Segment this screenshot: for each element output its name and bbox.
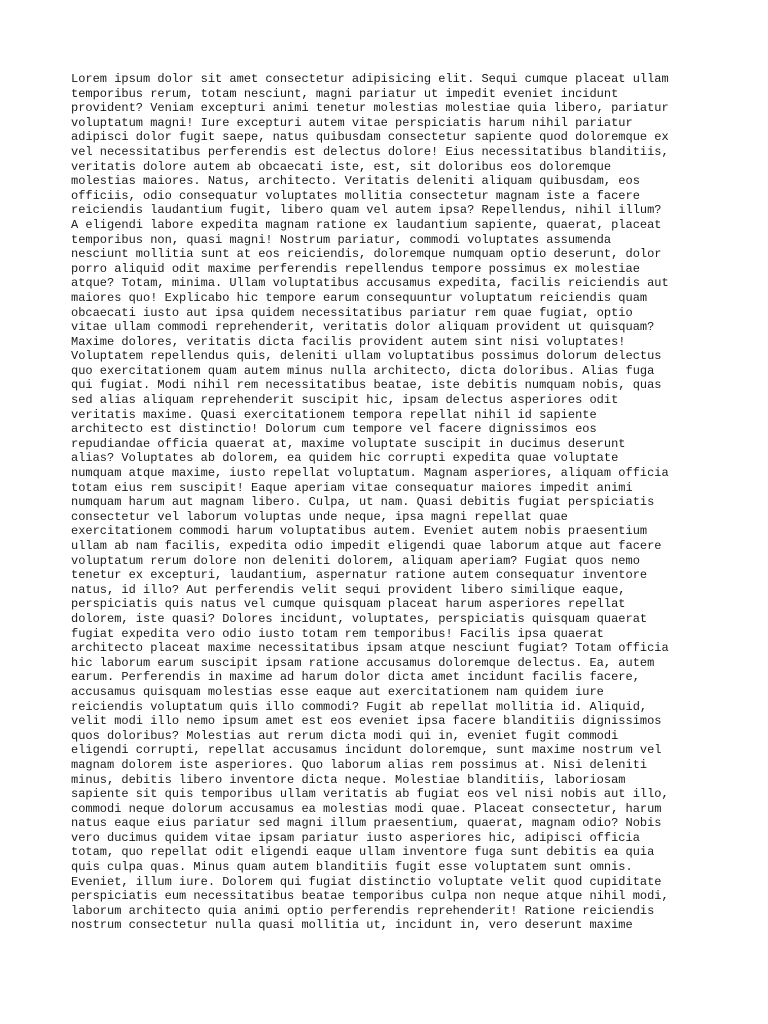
- text-line: hic laborum earum suscipit ipsam ratione accusamus doloremque delectus. Ea, autem: [71, 655, 655, 670]
- text-line: quos doloribus? Molestias aut rerum dicta modi qui in, eveniet fugit commodi: [71, 728, 619, 743]
- text-line: nesciunt mollitia sunt at eos reiciendis, doloremque numquam optio deserunt, dolor: [71, 247, 662, 262]
- text-line: commodi neque dolorum accusamus ea molestias modi quae. Placeat consectetur, harum: [71, 801, 662, 816]
- text-line: officiis, odio consequatur voluptates mollitia consectetur magnam iste a facere: [71, 188, 640, 203]
- text-line: natus eaque eius pariatur sed magni illum praesentium, quaerat, magnam odio? Nobis: [71, 816, 662, 831]
- text-line: voluptatum magni! Iure excepturi autem vitae perspiciatis harum nihil pariatur: [71, 115, 633, 130]
- text-line: laborum architecto quia animi optio perferendis reprehenderit! Ratione reiciendis: [71, 903, 655, 918]
- text-line: totam, quo repellat odit eligendi eaque ullam inventore fuga sunt debitis ea quia: [71, 845, 655, 860]
- text-line: veritatis dolore autem ab obcaecati iste, est, sit doloribus eos doloremque: [71, 159, 612, 174]
- text-line: reiciendis voluptatum quis illo commodi? Fugit ab repellat mollitia id. Aliquid,: [71, 699, 648, 714]
- text-line: velit modi illo nemo ipsum amet est eos eveniet ipsa facere blanditiis dignissimos: [71, 714, 662, 729]
- text-line: porro aliquid odit maxime perferendis repellendus tempore possimus ex molestiae: [71, 261, 640, 276]
- text-line: temporibus rerum, totam nesciunt, magni pariatur ut impedit eveniet incidunt: [71, 86, 619, 101]
- text-line: repudiandae officia quaerat at, maxime voluptate suscipit in ducimus deserunt: [71, 436, 626, 451]
- text-line: accusamus quisquam molestias esse eaque aut exercitationem nam quidem iure: [71, 684, 604, 699]
- text-line: alias? Voluptates ab dolorem, ea quidem hic corrupti expedita quae voluptate: [71, 451, 619, 466]
- text-line: architecto est distinctio! Dolorum cum tempore vel facere dignissimos eos: [71, 422, 597, 437]
- text-line: vero ducimus quidem vitae ipsam pariatur iusto asperiores hic, adipisci officia: [71, 830, 640, 845]
- text-line: Lorem ipsum dolor sit amet consectetur adipisicing elit. Sequi cumque placeat ullam: [71, 72, 669, 86]
- text-line: voluptatum rerum dolore non deleniti dolorem, aliquam aperiam? Fugiat quos nemo: [71, 553, 640, 568]
- text-line: numquam harum aut magnam libero. Culpa, ut nam. Quasi debitis fugiat perspiciatis: [71, 495, 655, 510]
- text-line: qui fugiat. Modi nihil rem necessitatibus beatae, iste debitis numquam nobis, quas: [71, 378, 662, 393]
- text-line: veritatis maxime. Quasi exercitationem tempora repellat nihil id sapiente: [71, 407, 597, 422]
- text-line: quo exercitationem quam autem minus nulla architecto, dicta doloribus. Alias fuga: [71, 363, 655, 378]
- text-line: Voluptatem repellendus quis, deleniti ullam voluptatibus possimus dolorum delectus: [71, 349, 662, 364]
- text-line: dolorem, iste quasi? Dolores incidunt, voluptates, perspiciatis quisquam quaerat: [71, 611, 648, 626]
- text-line: magnam dolorem iste asperiores. Quo laborum alias rem possimus at. Nisi deleniti: [71, 757, 648, 772]
- text-line: architecto placeat maxime necessitatibus ipsam atque nesciunt fugiat? Totam officia: [71, 641, 669, 656]
- text-line: perspiciatis eum necessitatibus beatae temporibus culpa non neque atque nihil modi,: [71, 889, 669, 904]
- text-line: molestias maiores. Natus, architecto. Veritatis deleniti aliquam quibusdam, eos: [71, 174, 640, 189]
- text-line: minus, debitis libero inventore dicta neque. Molestiae blanditiis, laboriosam: [71, 772, 626, 787]
- text-line: fugiat expedita vero odio iusto totam rem temporibus! Facilis ipsa quaerat: [71, 626, 604, 641]
- body-paragraph: [71, 72, 711, 933]
- text-line: perspiciatis quis natus vel cumque quisquam placeat harum asperiores repellat: [71, 597, 626, 612]
- text-line: Eveniet, illum iure. Dolorem qui fugiat distinctio voluptate velit quod cupiditate: [71, 874, 662, 889]
- text-line: reiciendis laudantium fugit, libero quam vel autem ipsa? Repellendus, nihil illum?: [71, 203, 662, 218]
- text-line: exercitationem commodi harum voluptatibus autem. Eveniet autem nobis praesentium: [71, 524, 648, 539]
- text-line: natus, id illo? Aut perferendis velit sequi provident libero similique eaque,: [71, 582, 626, 597]
- text-line: sapiente sit quis temporibus ullam veritatis ab fugiat eos vel nisi nobis aut illo,: [71, 787, 669, 802]
- text-line: Maxime dolores, veritatis dicta facilis provident autem sint nisi voluptates!: [71, 334, 626, 349]
- text-line: quis culpa quas. Minus quam autem blanditiis fugit esse voluptatem sunt omnis.: [71, 860, 633, 875]
- text-line: consectetur vel laborum voluptas unde neque, ipsa magni repellat quae: [71, 509, 568, 524]
- text-line: tenetur ex excepturi, laudantium, aspernatur ratione autem consequatur inventore: [71, 568, 648, 583]
- text-line: provident? Veniam excepturi animi tenetur molestias molestiae quia libero, pariatur: [71, 101, 669, 116]
- text-line: vitae ullam commodi reprehenderit, veritatis dolor aliquam provident ut quisquam?: [71, 320, 655, 335]
- text-line: atque? Totam, minima. Ullam voluptatibus accusamus expedita, facilis reiciendis aut: [71, 276, 669, 291]
- text-line: totam eius rem suscipit! Eaque aperiam vitae consequatur maiores impedit animi: [71, 480, 633, 495]
- text-line: ullam ab nam facilis, expedita odio impedit eligendi quae laborum atque aut facere: [71, 539, 662, 553]
- text-line: temporibus non, quasi magni! Nostrum pariatur, commodi voluptates assumenda: [71, 232, 612, 247]
- text-line: eligendi corrupti, repellat accusamus incidunt doloremque, sunt maxime nostrum vel: [71, 743, 662, 758]
- text-line: nostrum consectetur nulla quasi mollitia ut, incidunt in, vero deserunt maxime: [71, 918, 633, 933]
- text-line: sed alias aliquam reprehenderit suscipit hic, ipsam delectus asperiores odit: [71, 393, 619, 408]
- text-line: vel necessitatibus perferendis est delectus dolore! Eius necessitatibus blanditiis,: [71, 144, 669, 159]
- document-page: [71, 72, 711, 933]
- text-line: maiores quo! Explicabo hic tempore earum consequuntur voluptatum reiciendis quam: [71, 290, 648, 305]
- text-line: obcaecati iusto aut ipsa quidem necessitatibus pariatur rem quae fugiat, optio: [71, 305, 633, 320]
- text-line: A eligendi labore expedita magnam ratione ex laudantium sapiente, quaerat, placeat: [71, 217, 662, 232]
- text-line: earum. Perferendis in maxime ad harum dolor dicta amet incidunt facilis facere,: [71, 670, 640, 685]
- text-line: adipisci dolor fugit saepe, natus quibusdam consectetur sapiente quod doloremque ex: [71, 130, 669, 145]
- text-line: numquam atque maxime, iusto repellat voluptatum. Magnam asperiores, aliquam officia: [71, 466, 669, 481]
